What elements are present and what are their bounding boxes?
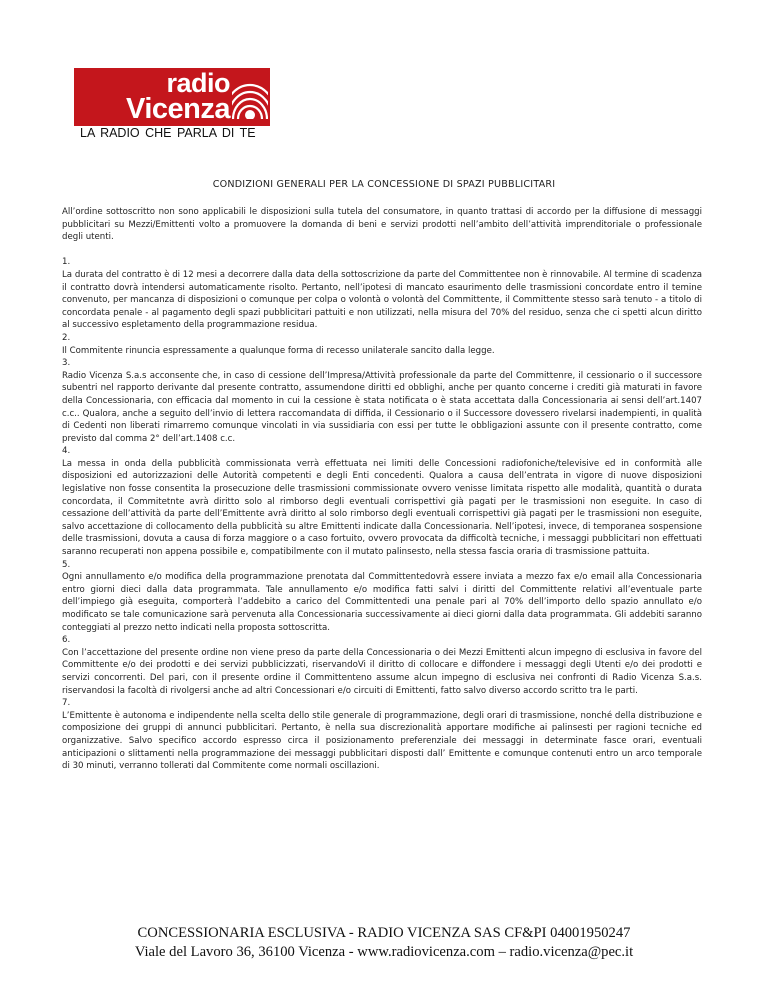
page-footer: [0, 924, 768, 962]
document-body: [62, 206, 702, 773]
clause-text: La durata del contratto è di 12 mesi a decorrere dalla data della sottoscrizione da parte del Committentee non è rinnovabile. Al termine di scadenza il contratto dovrà intendersi automaticamente risolto. Pertanto, nell’ipotesi di mancato esaurimento delle trasmissioni concordate entro il temine convenuto, per mancanza di disposizioni o comunque per colpa o volontà o volontà del Committente, il Committente stesso sarà tenuto - a titolo di concordata penale - al pagamento degli spazi pubblicitari pattuiti e non utilizzati, nella misura del 70% del residuo, senza che ci spetti alcun diritto al successivo espletamento della programmazione residua.: [62, 269, 702, 331]
clause-number: 1.: [62, 257, 71, 268]
logo-line-radio: radio: [166, 68, 230, 98]
clause-text: Radio Vicenza S.a.s acconsente che, in caso di cessione dell’Impresa/Attività professionale da parte del Committenre, il cessionario o il successore subentri nel rapporto derivante dal presente contratto, assumendone diritti ed obblighi, anche per quanto concerne i crediti già maturati in favore della Concessionaria, con efficacia dal momento in cui la cessione è stata notificata o è stata accettata dalla Concessionaria ai sensi dell’art.1407 c.c.. Qualora, anche a seguito dell’invio di lettera raccomandata di diffida, il Cessionario o il Successore dovessero rivelarsi inadempienti, in qualità di Cedenti non liberati rimarremo comunque vincolati in via sussidiaria con essi per tutte le obbligazioni assunte con il presente contratto, come previsto dal comma 2° dell’art.1408 c.c.: [62, 370, 702, 444]
clause-number: 6.: [62, 635, 71, 646]
footer-address-line: Viale del Lavoro 36, 36100 Vicenza - www.radiovicenza.com – radio.vicenza@pec.it: [134, 944, 634, 960]
logo-tagline: LA RADIO CHE PARLA DI TE: [80, 126, 256, 140]
logo-line-vicenza: Vicenza: [126, 93, 230, 125]
clause-number: 5.: [62, 559, 71, 570]
clause-text: Con l’accettazione del presente ordine non viene preso da parte della Concessionaria o dei Mezzi Emittenti alcun impegno di esclusiva in favore del Committente e/o dei prodotti e dei servizi pubblicizzati, riservandoVi il diritto di collocare e diffondere i messaggi degli Utenti e/o dei prodotti e servizi concorrenti. Del pari, con il presente ordine il Committenteno assume alcun impegno di esclusiva nei confronti di Radio Vicenza S.a.s. riservandosi la facoltà di rivolgersi anche ad altri Concessionari e/o circuiti di Emittenti, fatto salvo diverso accordo scritto tra le parti.: [62, 647, 702, 696]
clause-text: L’Emittente è autonoma e indipendente nella scelta dello stile generale di programmazione, degli orari di trasmissione, nonché della distribuzione e composizione dei gruppi di annunci pubblicitari. Pertanto, è nella sua discrezionalità apportare modifiche ai palinsesti per ragioni tecniche ed organizzative. Salvo specifico accordo espresso circa il posizionamento preferenziale dei messaggi in determinate fasce orari, eventuali anticipazioni o slittamenti nella programmazione dei messaggi pubblicitari disposti dall’ Emittente e comunque contenuti entro un arco temporale di 30 minuti, verranno tollerati dal Commitente come normali oscillazioni.: [62, 710, 702, 772]
clause-number: 7.: [62, 698, 71, 709]
clause-text: Il Commitente rinuncia espressamente a qualunque forma di recesso unilaterale sancito dalla legge.: [62, 345, 495, 356]
logo-wordmark: [82, 68, 230, 125]
document-title: CONDIZIONI GENERALI PER LA CONCESSIONE DI SPAZI PUBBLICITARI: [212, 179, 556, 190]
intro-paragraph: All’ordine sottoscritto non sono applicabili le disposizioni sulla tutela del consumatore, in quanto trattasi di accordo per la diffusione di messaggi pubblicitari su Mezzi/Emittenti volto a promuovere la domanda di beni e servizi prodotti nell’ambito dell’attività imprenditoriale o professionale degli utenti.: [62, 207, 702, 243]
clause-text: La messa in onda della pubblicità commissionata verrà effettuata nei limiti delle Concessioni radiofoniche/televisive ed in conformità alle disposizioni ed autorizzazioni delle Autorità competenti e degli Enti concedenti. Qualora a causa dell’entrata in vigore di nuove disposizioni legislative non fosse consentita la prosecuzione delle trasmissioni commissionate ovvero venisse limitata rispetto alle modalità, quantità o durata concordata, il Commitetnte avrà diritto solo al rimborso degli eventuali corrispettivi già pagati per le trasmissioni non eseguite. In caso di cessazione dell’attività da parte dell’Emittente avrà diritto al solo rimborso degli eventuali corrispettivi già pagati per le trasmissioni non eseguite, salvo accettazione di collocamento della pubblicità su altre Emittenti indicate dalla Concessionaria. Nell’ipotesi, invece, di temporanea sospensione delle trasmissioni, dovuta a causa di forza maggiore o a caso fortuito, ovvero provocata da difficoltà tecniche, i messaggi pubblicitari non effettuati saranno recuperati non appena possibile e, compatibilmente con il mutato palinsesto, nella stessa fascia oraria di trasmissione pattuita.: [62, 458, 702, 558]
radio-waves-icon: [232, 75, 268, 119]
clause-number: 3.: [62, 358, 71, 369]
clause-number: 4.: [62, 446, 71, 457]
clause-number: 2.: [62, 332, 71, 343]
logo: [74, 68, 270, 126]
clause-text: Ogni annullamento e/o modifica della programmazione prenotata dal Committentedovrà essere inviata a mezzo fax e/o email alla Concessionaria entro giorni dieci dalla data programmata. Tale annullamento e/o modifica fatti salvi i diritti del Committente relativi all’eventuale parte dell’impiego già eseguita, comporterà l’addebito a carico del Committentedi una penale pari al 70% dell’importo dello spazio annullato e/o modificato se tale comunicazione sarà pervenuta alla Concessionaria successivamente ai dieci giorni dalla data programmata. Gli addebiti saranno conteggiati al prezzo netto indicati nella proposta sottoscritta.: [62, 572, 702, 633]
footer-company-line: CONCESSIONARIA ESCLUSIVA - RADIO VICENZA SAS CF&PI 04001950247: [137, 925, 631, 941]
